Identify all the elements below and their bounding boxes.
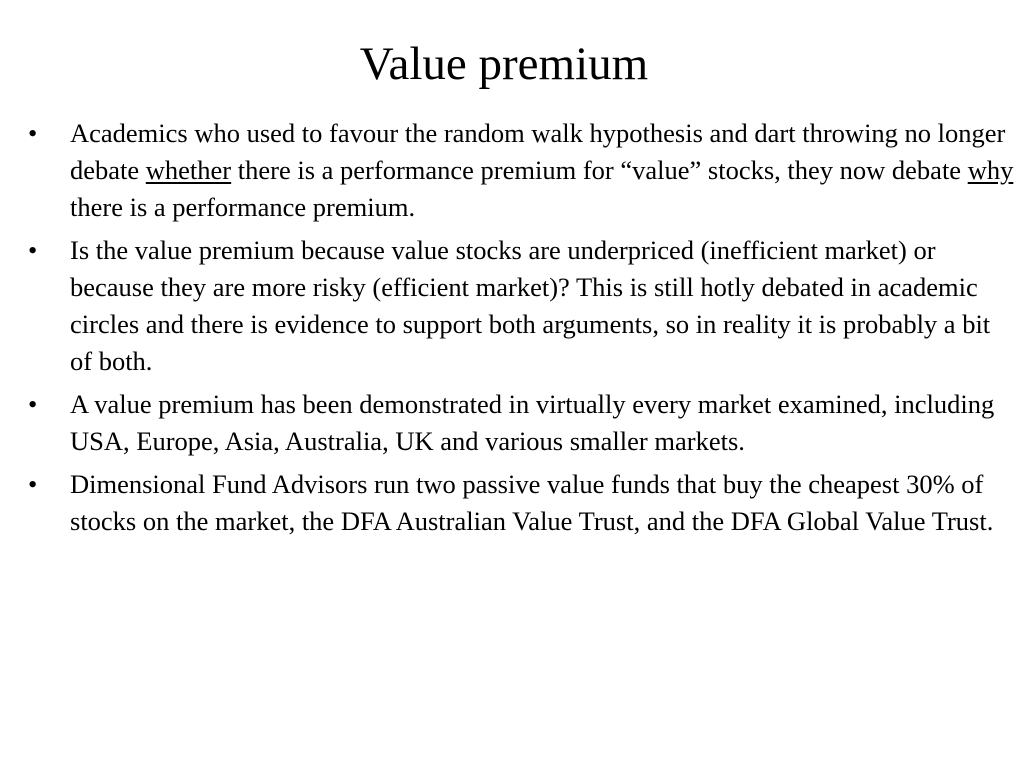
bullet-text: A value premium has been demonstrated in virtually every market examined, including USA, Europe, Asia, Australia, UK and various smaller markets. — [70, 389, 995, 456]
bullet-marker: • — [28, 389, 38, 419]
bullet-list — [28, 115, 1016, 546]
bullet-item — [28, 466, 1016, 540]
underlined-word-whether: whether — [145, 155, 232, 185]
bullet-item — [28, 115, 1016, 226]
bullet-item — [28, 232, 1016, 380]
bullet-text: there is a performance premium for “value” stocks, they now debate — [231, 155, 968, 185]
bullet-text: there is a performance premium. — [70, 192, 416, 222]
bullet-marker: • — [28, 469, 38, 499]
slide-title: Value premium — [359, 38, 649, 90]
underlined-word-why: why — [967, 155, 1014, 185]
bullet-text: Is the value premium because value stocks are underpriced (inefficient market) or because they are more risky (efficient market)? This is still hotly debated in academic circles and there is evidence to support both arguments, so in reality it is probably a bit of both. — [70, 235, 991, 376]
bullet-marker: • — [28, 118, 38, 148]
bullet-marker: • — [28, 235, 38, 265]
bullet-item — [28, 386, 1016, 460]
bullet-text: Academics who used to favour the random walk hypothesis and dart throwing no longer debate — [70, 118, 1006, 185]
bullet-text: Dimensional Fund Advisors run two passive value funds that buy the cheapest 30% of stocks on the market, the DFA Australian Value Trust, and the DFA Global Value Trust. — [70, 469, 994, 536]
